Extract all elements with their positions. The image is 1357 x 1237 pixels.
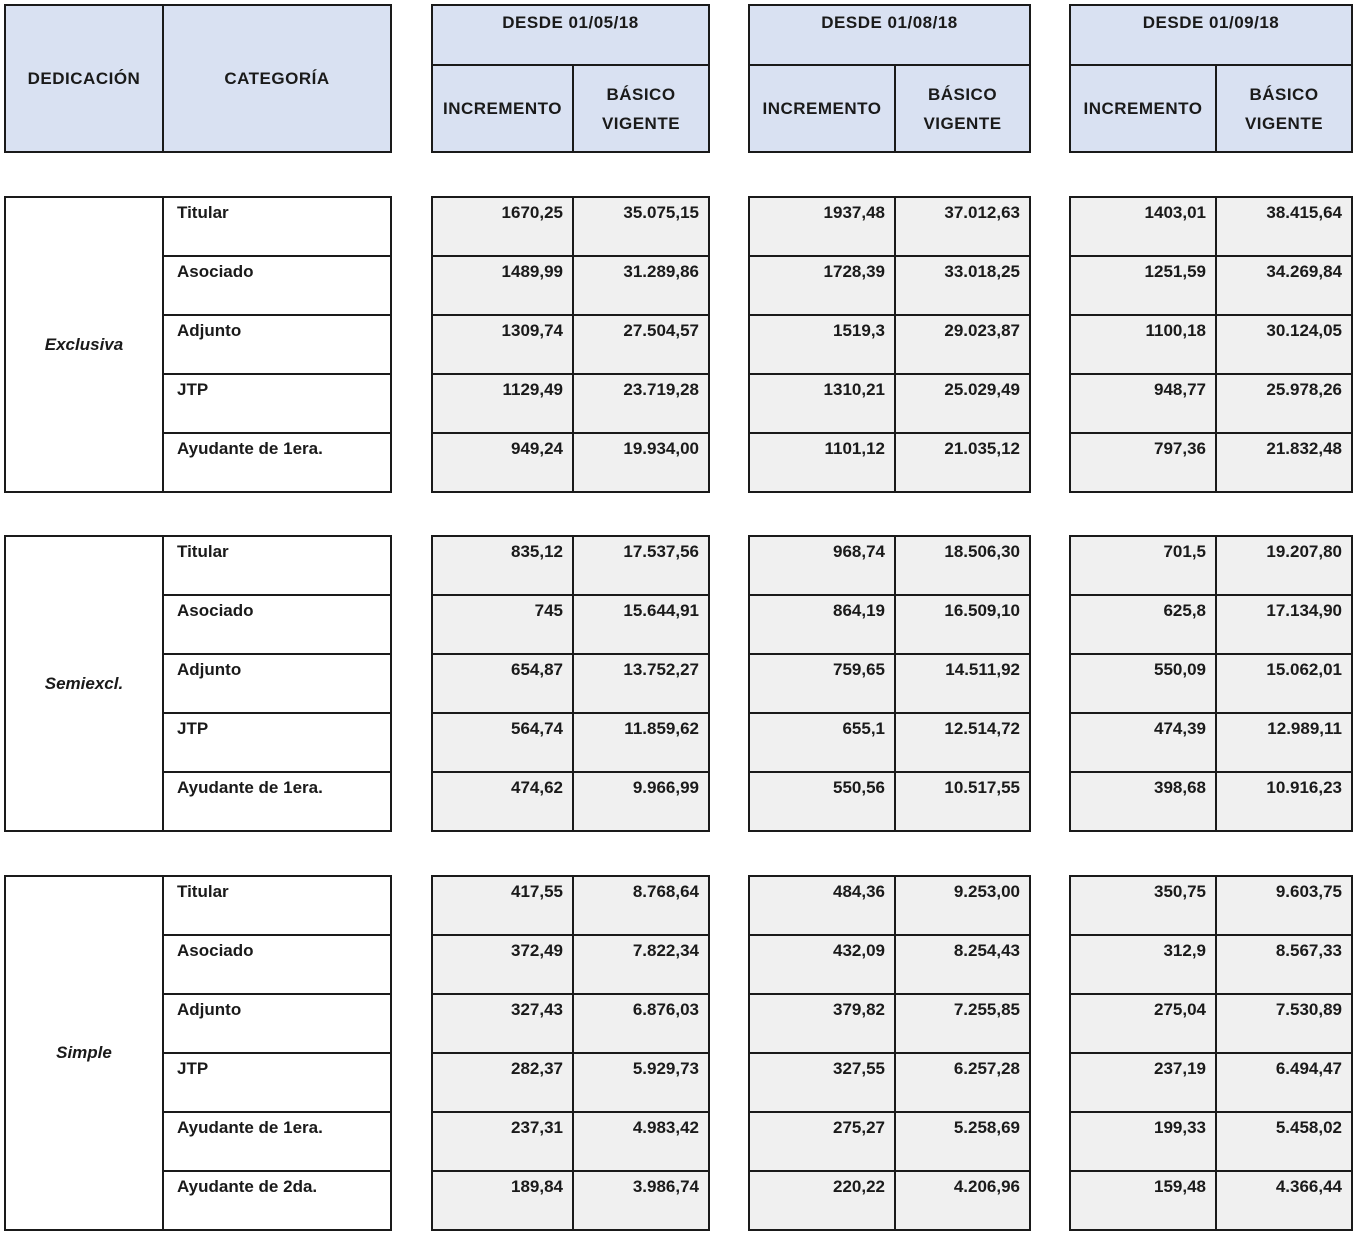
incremento-cell: 220,22 [833, 1177, 885, 1196]
basico-vigente-cell: 7.255,85 [953, 1000, 1020, 1019]
incremento-cell: 1937,48 [823, 203, 885, 222]
period-header-block [431, 4, 710, 153]
incremento-cell: 835,12 [511, 542, 563, 561]
dedicacion-label: Simple [56, 1043, 112, 1062]
basico-vigente-cell: 14.511,92 [945, 660, 1020, 679]
categoria-cell: Asociado [177, 941, 254, 960]
basico-vigente-cell: 12.989,11 [1267, 719, 1342, 738]
categoria-cell: Asociado [177, 601, 254, 620]
incremento-cell: 189,84 [511, 1177, 563, 1196]
header-left-block [4, 4, 392, 153]
categoria-header: CATEGORÍA [224, 69, 330, 88]
incremento-header: INCREMENTO [762, 99, 882, 118]
basico-vigente-cell: 34.269,84 [1266, 262, 1342, 281]
incremento-cell: 327,55 [833, 1059, 885, 1078]
basico-vigente-cell: 31.289,86 [623, 262, 699, 281]
period-header-block [748, 4, 1031, 153]
basico-vigente-header: BÁSICO VIGENTE [601, 84, 681, 133]
basico-vigente-cell: 5.929,73 [632, 1059, 699, 1078]
incremento-cell: 312,9 [1163, 941, 1206, 960]
dedicacion-header: DEDICACIÓN [27, 69, 141, 88]
dedicacion-label: Exclusiva [44, 334, 124, 354]
incremento-cell: 564,74 [511, 719, 563, 738]
incremento-cell: 625,8 [1163, 601, 1206, 620]
basico-vigente-cell: 8.254,43 [953, 941, 1020, 960]
basico-vigente-cell: 4.206,96 [953, 1177, 1020, 1196]
incremento-cell: 1251,59 [1144, 262, 1206, 281]
basico-vigente-cell: 8.567,33 [1275, 941, 1342, 960]
basico-vigente-cell: 17.134,90 [1266, 601, 1342, 620]
incremento-cell: 379,82 [833, 1000, 885, 1019]
basico-vigente-cell: 10.916,23 [1266, 778, 1342, 797]
period-title: DESDE 01/08/18 [821, 13, 958, 32]
incremento-cell: 864,19 [833, 601, 885, 620]
period-title: DESDE 01/09/18 [1142, 13, 1280, 32]
incremento-header: INCREMENTO [443, 99, 562, 118]
period-data-block [431, 535, 710, 832]
period-data-block [431, 196, 710, 493]
basico-vigente-header: BÁSICO VIGENTE [923, 84, 1002, 133]
basico-vigente-cell: 5.458,02 [1275, 1118, 1342, 1137]
period-header-block [1069, 4, 1353, 153]
incremento-cell: 1489,99 [501, 262, 563, 281]
basico-vigente-cell: 16.509,10 [944, 601, 1020, 620]
basico-vigente-cell: 17.537,56 [623, 542, 699, 561]
period-data-block [748, 196, 1031, 493]
incremento-cell: 1310,21 [823, 380, 885, 399]
incremento-cell: 949,24 [511, 439, 563, 458]
incremento-cell: 701,5 [1163, 542, 1206, 561]
incremento-cell: 1309,74 [501, 321, 563, 340]
categoria-cell: JTP [177, 1059, 209, 1078]
incremento-cell: 759,65 [833, 660, 885, 679]
basico-vigente-cell: 6.876,03 [632, 1000, 699, 1019]
categoria-cell: Ayudante de 1era. [177, 1118, 323, 1137]
basico-vigente-cell: 9.966,99 [632, 778, 699, 797]
basico-vigente-cell: 23.719,28 [623, 380, 699, 399]
incremento-cell: 199,33 [1154, 1118, 1206, 1137]
categoria-cell: Ayudante de 2da. [177, 1177, 318, 1196]
incremento-cell: 550,56 [833, 778, 885, 797]
incremento-cell: 159,48 [1154, 1177, 1206, 1196]
categoria-cell: Ayudante de 1era. [177, 778, 323, 797]
incremento-cell: 350,75 [1154, 882, 1206, 901]
incremento-cell: 654,87 [511, 660, 563, 679]
incremento-cell: 398,68 [1154, 778, 1206, 797]
incremento-cell: 275,04 [1154, 1000, 1206, 1019]
incremento-cell: 282,37 [511, 1059, 563, 1078]
period-data-block [748, 875, 1031, 1231]
period-data-block [1069, 535, 1353, 832]
incremento-cell: 1670,25 [501, 203, 563, 222]
incremento-cell: 797,36 [1154, 439, 1206, 458]
incremento-cell: 484,36 [833, 882, 885, 901]
basico-vigente-header: BÁSICO VIGENTE [1244, 84, 1324, 133]
incremento-cell: 432,09 [833, 941, 885, 960]
basico-vigente-cell: 21.035,12 [944, 439, 1020, 458]
incremento-cell: 1403,01 [1144, 203, 1206, 222]
incremento-cell: 1101,12 [824, 439, 885, 458]
categoria-cell: Ayudante de 1era. [177, 439, 323, 458]
basico-vigente-cell: 21.832,48 [1266, 439, 1342, 458]
basico-vigente-cell: 7.822,34 [632, 941, 699, 960]
incremento-cell: 550,09 [1154, 660, 1206, 679]
incremento-cell: 417,55 [511, 882, 563, 901]
group-left-block [4, 535, 392, 832]
group-left-block [4, 875, 392, 1231]
incremento-cell: 745 [534, 601, 563, 620]
categoria-cell: Asociado [177, 262, 254, 281]
basico-vigente-cell: 8.768,64 [632, 882, 699, 901]
basico-vigente-cell: 6.494,47 [1275, 1059, 1342, 1078]
group-left-block [4, 196, 392, 493]
basico-vigente-cell: 11.859,62 [624, 719, 699, 738]
basico-vigente-cell: 9.253,00 [953, 882, 1020, 901]
incremento-cell: 237,31 [511, 1118, 563, 1137]
categoria-cell: Titular [177, 203, 229, 222]
basico-vigente-cell: 25.029,49 [944, 380, 1020, 399]
categoria-cell: Adjunto [177, 660, 242, 679]
basico-vigente-cell: 38.415,64 [1266, 203, 1342, 222]
basico-vigente-cell: 15.062,01 [1266, 660, 1342, 679]
categoria-cell: Titular [177, 542, 229, 561]
incremento-cell: 968,74 [833, 542, 885, 561]
basico-vigente-cell: 3.986,74 [632, 1177, 699, 1196]
incremento-cell: 474,39 [1154, 719, 1206, 738]
basico-vigente-cell: 19.934,00 [623, 439, 699, 458]
incremento-cell: 327,43 [511, 1000, 563, 1019]
basico-vigente-cell: 7.530,89 [1275, 1000, 1342, 1019]
basico-vigente-cell: 30.124,05 [1266, 321, 1342, 340]
basico-vigente-cell: 27.504,57 [623, 321, 699, 340]
categoria-cell: Adjunto [177, 321, 242, 340]
incremento-cell: 275,27 [833, 1118, 885, 1137]
categoria-cell: Adjunto [177, 1000, 242, 1019]
basico-vigente-cell: 29.023,87 [944, 321, 1020, 340]
basico-vigente-cell: 5.258,69 [953, 1118, 1020, 1137]
period-data-block [1069, 196, 1353, 493]
basico-vigente-cell: 18.506,30 [944, 542, 1020, 561]
categoria-cell: JTP [177, 380, 209, 399]
incremento-cell: 1129,49 [502, 380, 563, 399]
basico-vigente-cell: 25.978,26 [1266, 380, 1342, 399]
incremento-cell: 1519,3 [833, 321, 885, 340]
basico-vigente-cell: 35.075,15 [623, 203, 699, 222]
basico-vigente-cell: 10.517,55 [944, 778, 1020, 797]
incremento-cell: 474,62 [511, 778, 563, 797]
basico-vigente-cell: 4.983,42 [632, 1118, 699, 1137]
categoria-cell: Titular [177, 882, 229, 901]
incremento-cell: 372,49 [511, 941, 563, 960]
basico-vigente-cell: 33.018,25 [944, 262, 1020, 281]
period-data-block [1069, 875, 1353, 1231]
basico-vigente-cell: 13.752,27 [623, 660, 699, 679]
incremento-cell: 948,77 [1154, 380, 1206, 399]
incremento-cell: 1100,18 [1145, 321, 1206, 340]
basico-vigente-cell: 19.207,80 [1266, 542, 1342, 561]
basico-vigente-cell: 15.644,91 [623, 601, 699, 620]
period-data-block [748, 535, 1031, 832]
basico-vigente-cell: 9.603,75 [1275, 882, 1342, 901]
incremento-cell: 1728,39 [823, 262, 885, 281]
dedicacion-label: Semiexcl. [44, 673, 124, 693]
incremento-cell: 655,1 [842, 719, 885, 738]
basico-vigente-cell: 4.366,44 [1275, 1177, 1342, 1196]
period-title: DESDE 01/05/18 [502, 13, 639, 32]
incremento-cell: 237,19 [1154, 1059, 1206, 1078]
basico-vigente-cell: 37.012,63 [944, 203, 1020, 222]
basico-vigente-cell: 6.257,28 [953, 1059, 1020, 1078]
categoria-cell: JTP [177, 719, 209, 738]
basico-vigente-cell: 12.514,72 [944, 719, 1020, 738]
incremento-header: INCREMENTO [1083, 99, 1203, 118]
period-data-block [431, 875, 710, 1231]
